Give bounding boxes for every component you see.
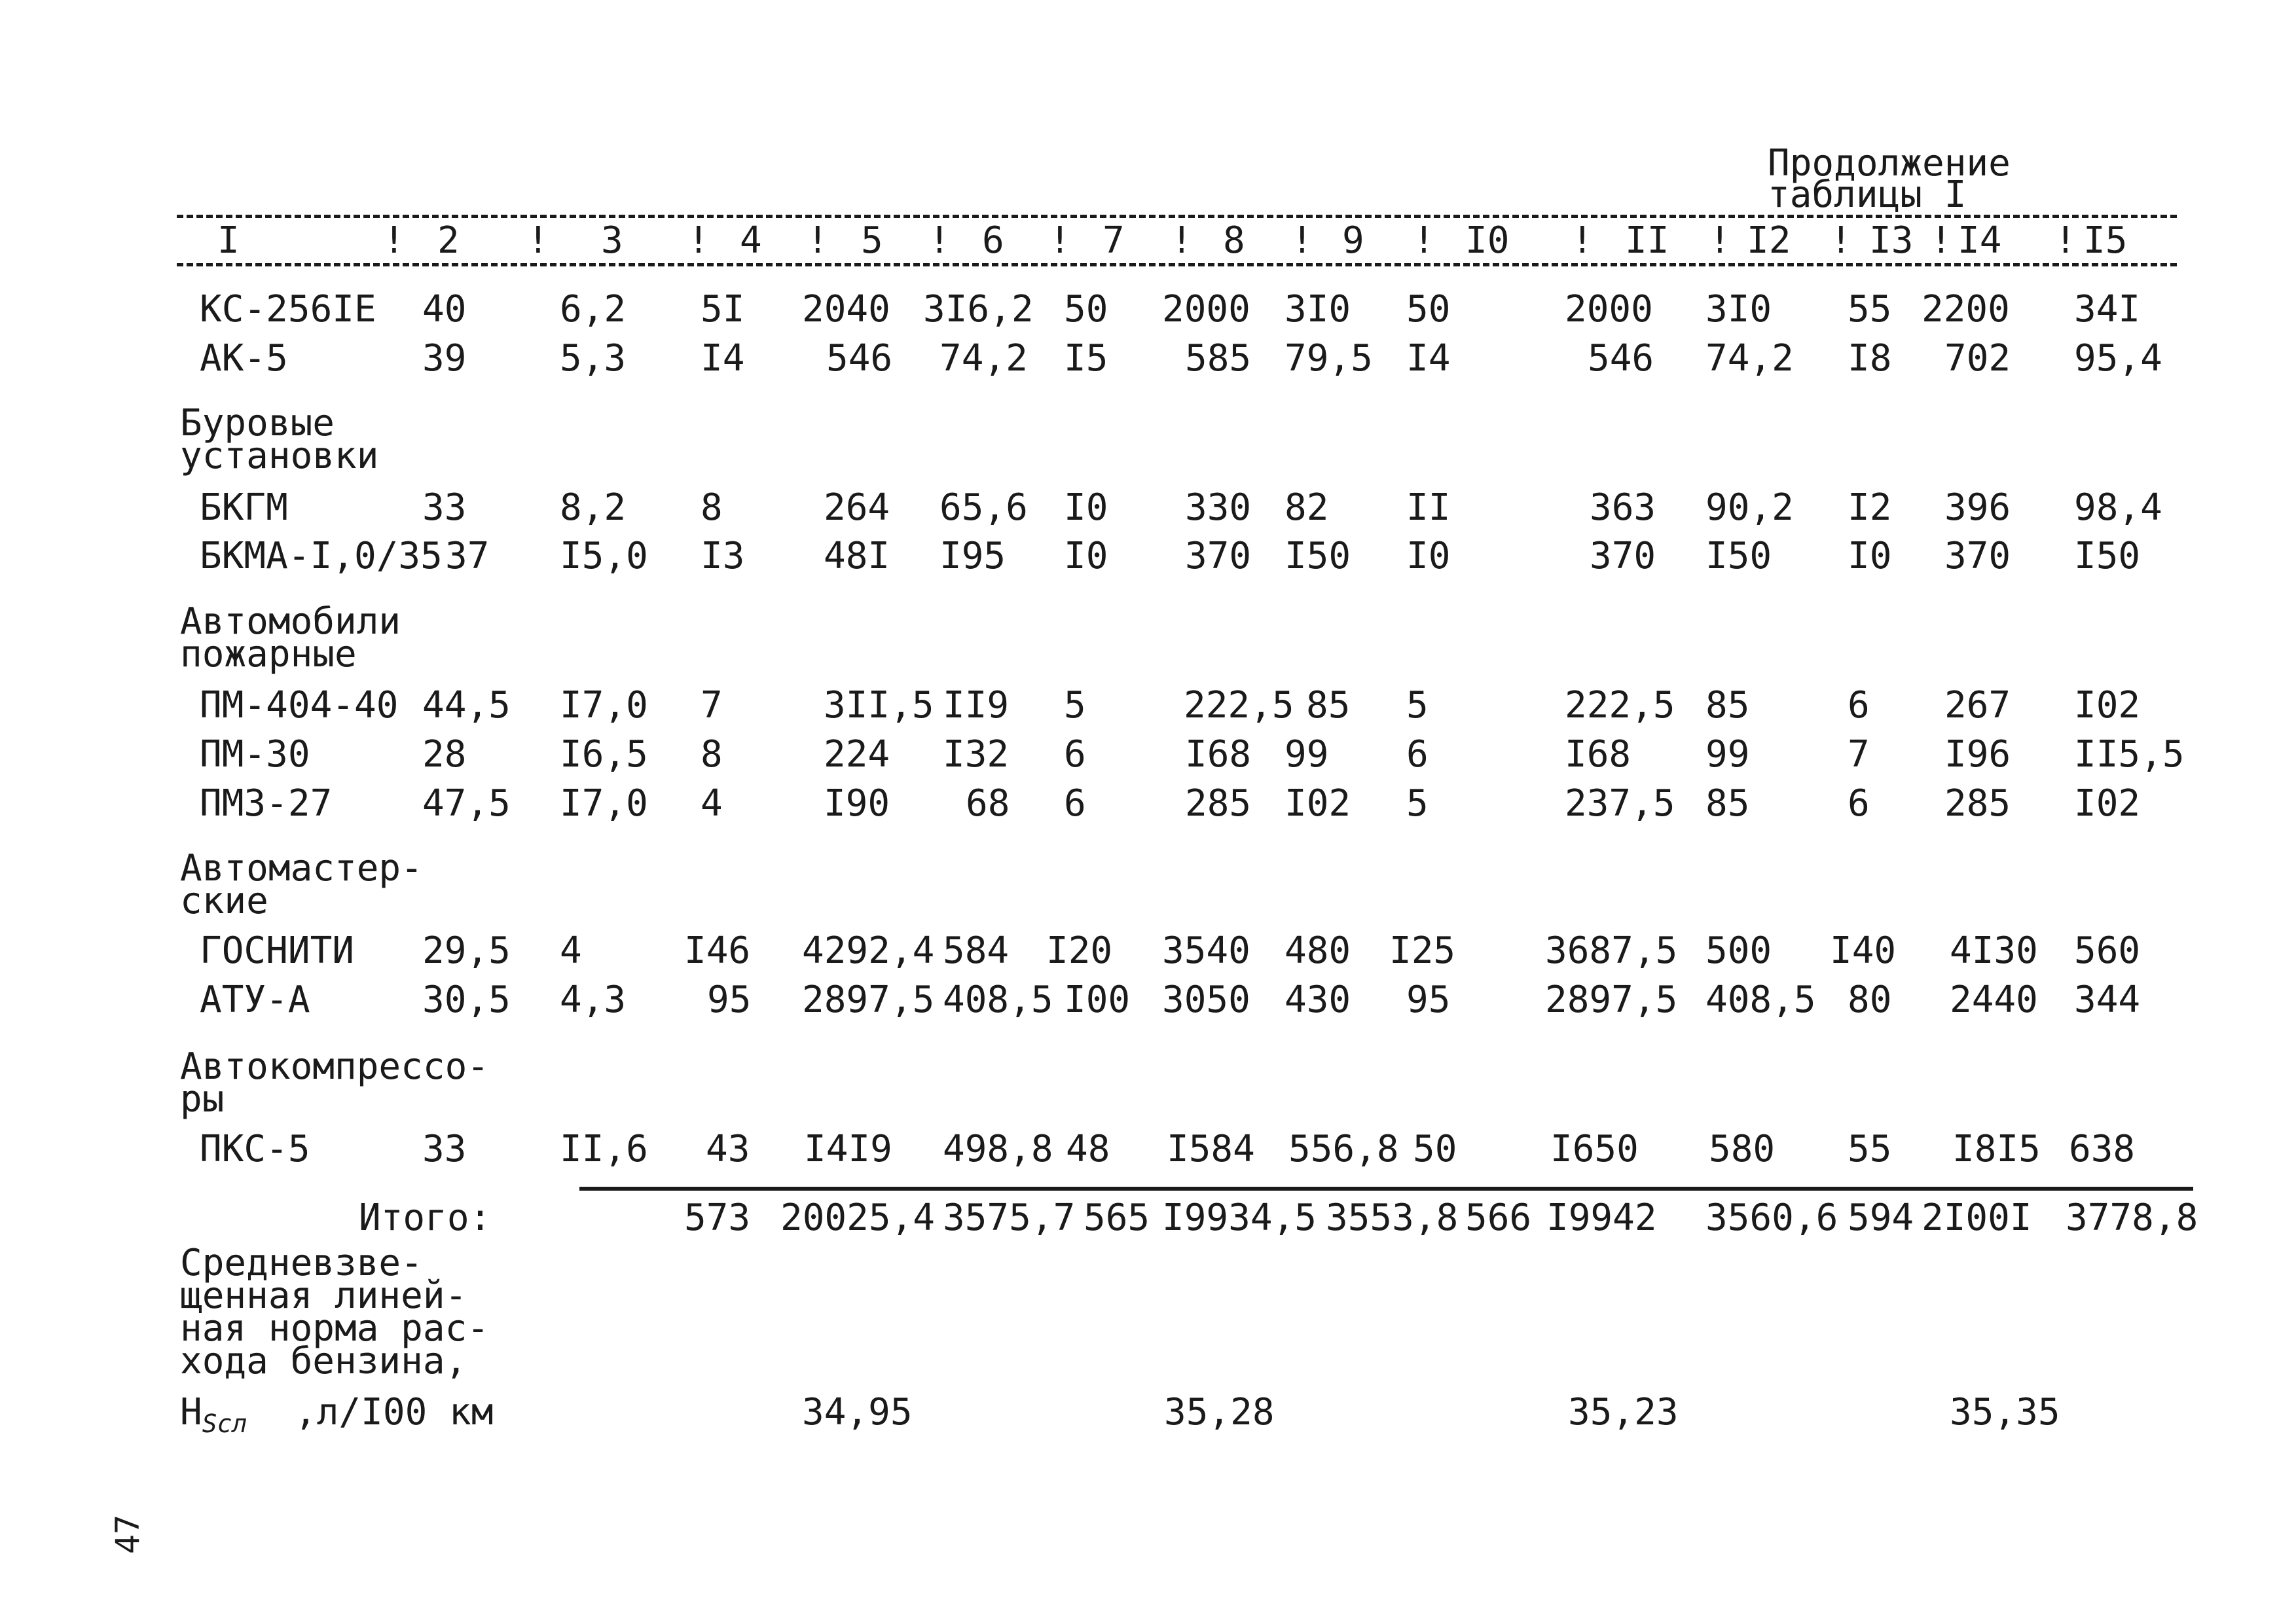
table-cell: 4I30 <box>1950 929 2038 972</box>
total-cell: 594 <box>1848 1197 1914 1239</box>
table-cell: I8 <box>1848 337 1892 380</box>
table-cell: 6 <box>1064 782 1086 825</box>
col-separator: ! <box>1571 219 1594 262</box>
table-cell: 37 <box>445 535 490 577</box>
table-cell: 638 <box>2069 1128 2136 1170</box>
table-cell: 5,3 <box>560 337 627 380</box>
col-separator: ! <box>1291 219 1313 262</box>
col-header: I4 <box>1958 219 2002 262</box>
col-header: 7 <box>1102 219 1125 262</box>
table-cell: 702 <box>1944 337 2011 380</box>
table-cell: I584 <box>1167 1128 1255 1170</box>
col-header: I5 <box>2083 219 2128 262</box>
total-cell: 3553,8 <box>1326 1197 1459 1239</box>
table-cell: 222,5 <box>1565 684 1675 727</box>
table-cell: 29,5 <box>422 929 511 972</box>
table-cell: 50 <box>1406 288 1451 331</box>
table-cell: 33 <box>422 1128 467 1170</box>
table-cell: 580 <box>1709 1128 1776 1170</box>
table-cell: 55 <box>1848 1128 1892 1170</box>
table-cell: 285 <box>1944 782 2011 825</box>
table-cell: 8 <box>701 733 723 776</box>
table-cell: 267 <box>1944 684 2011 727</box>
table-cell: 330 <box>1185 486 1252 529</box>
table-cell: 4292,4 <box>802 929 935 972</box>
table-cell: I02 <box>1285 782 1351 825</box>
average-norm-description: Средневзве- щенная линей- ная норма рас- хода бензина, <box>180 1242 490 1382</box>
table-cell: 74,2 <box>1705 337 1794 380</box>
norm-label <box>180 1391 247 1439</box>
table-cell: 585 <box>1185 337 1252 380</box>
table-cell: 237,5 <box>1565 782 1675 825</box>
table-cell: 34I <box>2074 288 2141 331</box>
row-label: БКМА-I,0/35 <box>200 535 443 577</box>
row-label: ПМ-404-40 <box>200 684 399 727</box>
table-cell: 95 <box>707 979 752 1021</box>
table-cell: I6,5 <box>560 733 648 776</box>
table-cell: 85 <box>1705 782 1750 825</box>
table-cell: 39 <box>422 337 467 380</box>
table-cell: 8,2 <box>560 486 627 529</box>
row-label: АК-5 <box>200 337 288 380</box>
table-cell: 82 <box>1285 486 1329 529</box>
table-cell: 3I0 <box>1705 288 1772 331</box>
col-separator: ! <box>1830 219 1852 262</box>
table-cell: 224 <box>824 733 890 776</box>
table-cell: 3687,5 <box>1545 929 1678 972</box>
table-cell: 2897,5 <box>802 979 935 1021</box>
total-cell: 565 <box>1084 1197 1150 1239</box>
page-number-mark: 47 <box>109 1514 147 1555</box>
col-header: 4 <box>740 219 762 262</box>
table-cell: I25 <box>1389 929 1456 972</box>
col-header: 5 <box>861 219 883 262</box>
table-cell: I50 <box>1705 535 1772 577</box>
table-cell: 47,5 <box>422 782 511 825</box>
table-cell: 556,8 <box>1288 1128 1399 1170</box>
table-cell: I0 <box>1406 535 1451 577</box>
table-cell: 3540 <box>1162 929 1250 972</box>
norm-subscript: Scл <box>202 1409 247 1439</box>
table-cell: 5 <box>1406 684 1429 727</box>
table-cell: II,6 <box>560 1128 648 1170</box>
col-separator: ! <box>1709 219 1731 262</box>
table-cell: I02 <box>2074 782 2141 825</box>
table-cell: 430 <box>1285 979 1351 1021</box>
header-bottom-rule <box>177 263 2177 266</box>
table-cell: I20 <box>1046 929 1113 972</box>
table-cell: I46 <box>684 929 751 972</box>
table-cell: I7,0 <box>560 684 648 727</box>
table-cell: 396 <box>1944 486 2011 529</box>
table-cell: 55 <box>1848 288 1892 331</box>
row-label: ПМЗ-27 <box>200 782 333 825</box>
table-cell: 68 <box>966 782 1010 825</box>
table-cell: 6 <box>1848 782 1870 825</box>
col-separator: ! <box>1171 219 1193 262</box>
section-heading-mobile-workshops: Автомастер- ские <box>180 847 423 922</box>
norm-symbol: H <box>180 1391 202 1434</box>
table-cell: 2040 <box>802 288 890 331</box>
col-separator: ! <box>928 219 951 262</box>
table-cell: II9 <box>943 684 1010 727</box>
norm-value: 35,28 <box>1164 1391 1275 1434</box>
row-label: КС-256IE <box>200 288 376 331</box>
continuation-table-ref: таблицы I <box>1768 173 1967 216</box>
col-separator: ! <box>1930 219 1952 262</box>
row-label: ПКС-5 <box>200 1128 310 1170</box>
table-cell: 2000 <box>1162 288 1250 331</box>
col-header: II <box>1625 219 1669 262</box>
table-cell: 33 <box>422 486 467 529</box>
table-cell: 7 <box>1848 733 1870 776</box>
section-heading-auto-compressors: Автокомпрессо- ры <box>180 1045 490 1121</box>
section-heading-drill-rigs: Буровые установки <box>180 402 379 477</box>
table-cell: 6 <box>1848 684 1870 727</box>
table-cell: 408,5 <box>1705 979 1816 1021</box>
table-cell: I3 <box>701 535 745 577</box>
table-cell: 28 <box>422 733 467 776</box>
table-cell: 8 <box>701 486 723 529</box>
row-label: ГОСНИТИ <box>200 929 355 972</box>
table-cell: 500 <box>1705 929 1772 972</box>
norm-value: 34,95 <box>802 1391 913 1434</box>
table-cell: I5,0 <box>560 535 648 577</box>
table-cell: 3I0 <box>1285 288 1351 331</box>
table-cell: 74,2 <box>939 337 1028 380</box>
col-header: 9 <box>1342 219 1364 262</box>
table-cell: 3I6,2 <box>923 288 1034 331</box>
col-header: 2 <box>437 219 460 262</box>
table-cell: 48I <box>824 535 890 577</box>
table-cell: 4 <box>560 929 582 972</box>
table-cell: 44,5 <box>422 684 511 727</box>
table-cell: I50 <box>2074 535 2141 577</box>
table-cell: I00 <box>1064 979 1131 1021</box>
table-cell: I7,0 <box>560 782 648 825</box>
col-header: I0 <box>1465 219 1510 262</box>
table-cell: 3050 <box>1162 979 1250 1021</box>
total-cell: 566 <box>1465 1197 1532 1239</box>
table-cell: 222,5 <box>1184 684 1294 727</box>
table-cell: 99 <box>1285 733 1329 776</box>
table-cell: 264 <box>824 486 890 529</box>
table-cell: 498,8 <box>943 1128 1053 1170</box>
table-cell: I95 <box>939 535 1006 577</box>
table-cell: I32 <box>943 733 1010 776</box>
norm-value: 35,23 <box>1568 1391 1679 1434</box>
table-cell: 584 <box>943 929 1010 972</box>
table-cell: 285 <box>1185 782 1252 825</box>
col-header: I <box>217 219 240 262</box>
table-cell: I0 <box>1064 486 1108 529</box>
total-cell: 2I00I <box>1922 1197 2032 1239</box>
total-cell: 573 <box>684 1197 751 1239</box>
col-separator: ! <box>527 219 549 262</box>
total-cell: I9942 <box>1546 1197 1657 1239</box>
total-cell: 3778,8 <box>2066 1197 2198 1239</box>
table-cell: 344 <box>2074 979 2141 1021</box>
table-cell: 50 <box>1064 288 1108 331</box>
total-cell: 3560,6 <box>1705 1197 1838 1239</box>
table-cell: I0 <box>1848 535 1892 577</box>
row-label: ПМ-30 <box>200 733 310 776</box>
table-cell: 95 <box>1406 979 1451 1021</box>
table-cell: 30,5 <box>422 979 511 1021</box>
table-cell: I40 <box>1830 929 1897 972</box>
table-cell: 4,3 <box>560 979 627 1021</box>
table-cell: 65,6 <box>939 486 1028 529</box>
continuation-label: Продолжение <box>1768 142 2011 185</box>
table-cell: 85 <box>1306 684 1351 727</box>
table-cell: 560 <box>2074 929 2141 972</box>
table-cell: I5 <box>1064 337 1108 380</box>
table-cell: I0 <box>1064 535 1108 577</box>
table-cell: II5,5 <box>2074 733 2185 776</box>
col-header: 8 <box>1223 219 1245 262</box>
table-cell: 79,5 <box>1285 337 1373 380</box>
total-cell: I9934,5 <box>1162 1197 1317 1239</box>
col-separator: ! <box>2054 219 2077 262</box>
table-cell: 43 <box>706 1128 750 1170</box>
col-header: I3 <box>1869 219 1914 262</box>
table-cell: 2440 <box>1950 979 2038 1021</box>
table-cell: 370 <box>1590 535 1656 577</box>
col-separator: ! <box>383 219 405 262</box>
table-cell: 546 <box>1588 337 1654 380</box>
table-cell: 480 <box>1285 929 1351 972</box>
table-cell: 2897,5 <box>1545 979 1678 1021</box>
table-cell: 6 <box>1406 733 1429 776</box>
table-cell: I68 <box>1565 733 1631 776</box>
row-label: БКГМ <box>200 486 288 529</box>
table-cell: I2 <box>1848 486 1892 529</box>
row-label: АТУ-А <box>200 979 310 1021</box>
table-cell: I650 <box>1550 1128 1639 1170</box>
col-header: 6 <box>982 219 1004 262</box>
table-cell: 48 <box>1066 1128 1110 1170</box>
total-cell: 20025,4 <box>780 1197 936 1239</box>
table-cell: I96 <box>1944 733 2011 776</box>
norm-unit: ,л/I00 км <box>295 1391 494 1434</box>
table-cell: 6,2 <box>560 288 627 331</box>
table-cell: 5 <box>1406 782 1429 825</box>
table-cell: 2200 <box>1922 288 2010 331</box>
table-cell: 370 <box>1944 535 2011 577</box>
table-cell: 40 <box>422 288 467 331</box>
col-separator: ! <box>1413 219 1435 262</box>
col-header: 3 <box>601 219 623 262</box>
table-cell: 5 <box>1064 684 1086 727</box>
table-cell: 546 <box>826 337 893 380</box>
table-cell: I8I5 <box>1952 1128 2041 1170</box>
section-heading-fire-trucks: Автомобили пожарные <box>180 600 401 676</box>
table-cell: 408,5 <box>943 979 1053 1021</box>
table-cell: 370 <box>1185 535 1252 577</box>
col-separator: ! <box>687 219 710 262</box>
table-cell: 95,4 <box>2074 337 2162 380</box>
table-cell: 98,4 <box>2074 486 2162 529</box>
table-cell: 5I <box>701 288 745 331</box>
total-rule <box>579 1187 2193 1191</box>
table-cell: 99 <box>1705 733 1750 776</box>
table-cell: II <box>1406 486 1451 529</box>
table-cell: I4 <box>1406 337 1451 380</box>
col-header: I2 <box>1747 219 1791 262</box>
total-cell: 3575,7 <box>943 1197 1076 1239</box>
table-cell: I4 <box>701 337 745 380</box>
table-cell: 50 <box>1413 1128 1457 1170</box>
total-label: Итого: <box>359 1197 492 1239</box>
table-cell: 363 <box>1590 486 1656 529</box>
table-cell: 4 <box>701 782 723 825</box>
table-cell: I50 <box>1285 535 1351 577</box>
table-cell: I68 <box>1185 733 1252 776</box>
table-cell: I90 <box>824 782 890 825</box>
col-separator: ! <box>807 219 829 262</box>
table-cell: I4I9 <box>804 1128 892 1170</box>
table-cell: 2000 <box>1565 288 1653 331</box>
table-cell: 80 <box>1848 979 1892 1021</box>
table-cell: 90,2 <box>1705 486 1794 529</box>
col-separator: ! <box>1049 219 1071 262</box>
table-cell: 7 <box>701 684 723 727</box>
header-top-rule <box>177 215 2177 218</box>
table-cell: 6 <box>1064 733 1086 776</box>
table-cell: 85 <box>1705 684 1750 727</box>
norm-value: 35,35 <box>1950 1391 2060 1434</box>
table-cell: I02 <box>2074 684 2141 727</box>
table-cell: 3II,5 <box>824 684 934 727</box>
